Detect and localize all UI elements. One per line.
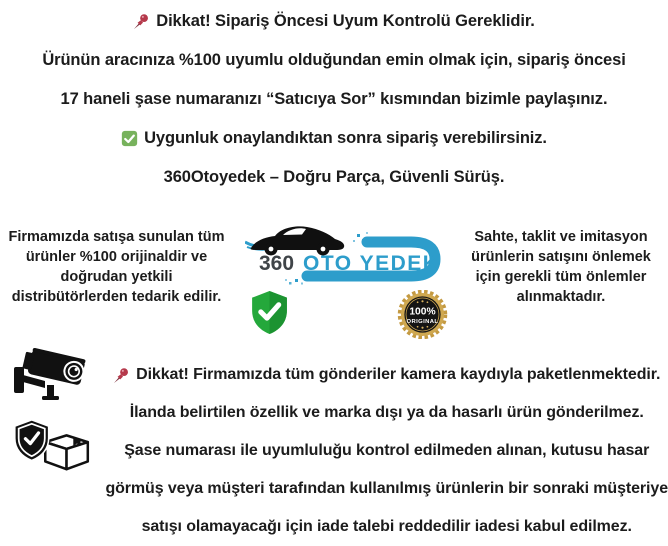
seal-percent: 100% (409, 306, 436, 318)
pushpin-icon (133, 13, 150, 30)
cctv-camera-icon (11, 347, 95, 403)
seal-label: ORIGINAL (406, 318, 439, 325)
bottom-icons-column (0, 347, 105, 546)
check-box-icon (121, 130, 138, 147)
bottom-row (0, 347, 668, 546)
notice-text: görmüş veya müşteri tarafından kullanılmış ürünlerin bir sonraki müşteriye (105, 480, 668, 497)
secure-package-icon (11, 417, 95, 475)
notice-text: satışı olamayacağı için iade talebi reddedilir iadesi kabul edilmez. (141, 518, 632, 535)
statement-line: için gerekli tüm önlemler (475, 269, 647, 285)
notice-text: Dikkat! Firmamızda tüm gönderiler kamera kaydıyla paketlenmektedir. (136, 366, 661, 383)
brand-logo (245, 224, 449, 286)
statement-line: Sahte, taklit ve imitasyon (474, 229, 648, 245)
notice-line (105, 470, 668, 508)
pushpin-icon (113, 367, 130, 384)
notice-text: Dikkat! Sipariş Öncesi Uyum Kontrolü Gereklidir. (156, 12, 535, 30)
notice-text: Uygunluk onaylandıktan sonra sipariş verebilirsiniz. (144, 129, 547, 147)
notice-line (105, 432, 668, 470)
notice-text: İlanda belirtilen özellik ve marka dışı ya da hasarlı ürün gönderilmez. (129, 404, 644, 421)
bottom-notice-block (105, 347, 668, 546)
statement-line: distribütörlerden tedarik edilir. (11, 289, 222, 305)
notice-text: Şase numarası ile uyumluluğu kontrol edilmeden alınan, kutusu hasar (124, 442, 650, 459)
statement-line: ürünler %100 orijinaldir ve (25, 249, 208, 265)
brand-panel (233, 203, 460, 339)
original-seal-icon (395, 290, 450, 339)
notice-text: Ürünün aracınıza %100 uyumlu olduğundan emin olmak için, sipariş öncesi (42, 51, 626, 69)
anti-counterfeit-statement (460, 203, 668, 339)
notice-line (0, 80, 668, 119)
statement-line: doğrudan yetkili (60, 269, 173, 285)
middle-row (0, 203, 668, 339)
notice-line (0, 158, 668, 197)
notice-line (105, 394, 668, 432)
shield-check-icon (249, 290, 290, 335)
notice-line (0, 2, 668, 41)
logo-name: OTO YEDEK (302, 252, 439, 275)
statement-line: alınmaktadır. (516, 289, 606, 305)
notice-line (105, 356, 668, 394)
notice-line (0, 41, 668, 80)
statement-line: Firmamızda satışa sunulan tüm (8, 229, 225, 245)
logo-number: 360 (258, 252, 294, 275)
originality-statement (0, 203, 233, 339)
badges-row (233, 286, 460, 339)
notice-text: 17 haneli şase numaranızı “Satıcıya Sor” kısmından bizimle paylaşınız. (60, 90, 608, 108)
notice-line (0, 119, 668, 158)
notice-text: 360Otoyedek – Doğru Parça, Güvenli Sürüş. (163, 168, 505, 186)
notice-line (105, 508, 668, 546)
top-notice-block (0, 0, 668, 197)
statement-line: ürünlerin satışını önlemek (471, 249, 651, 265)
